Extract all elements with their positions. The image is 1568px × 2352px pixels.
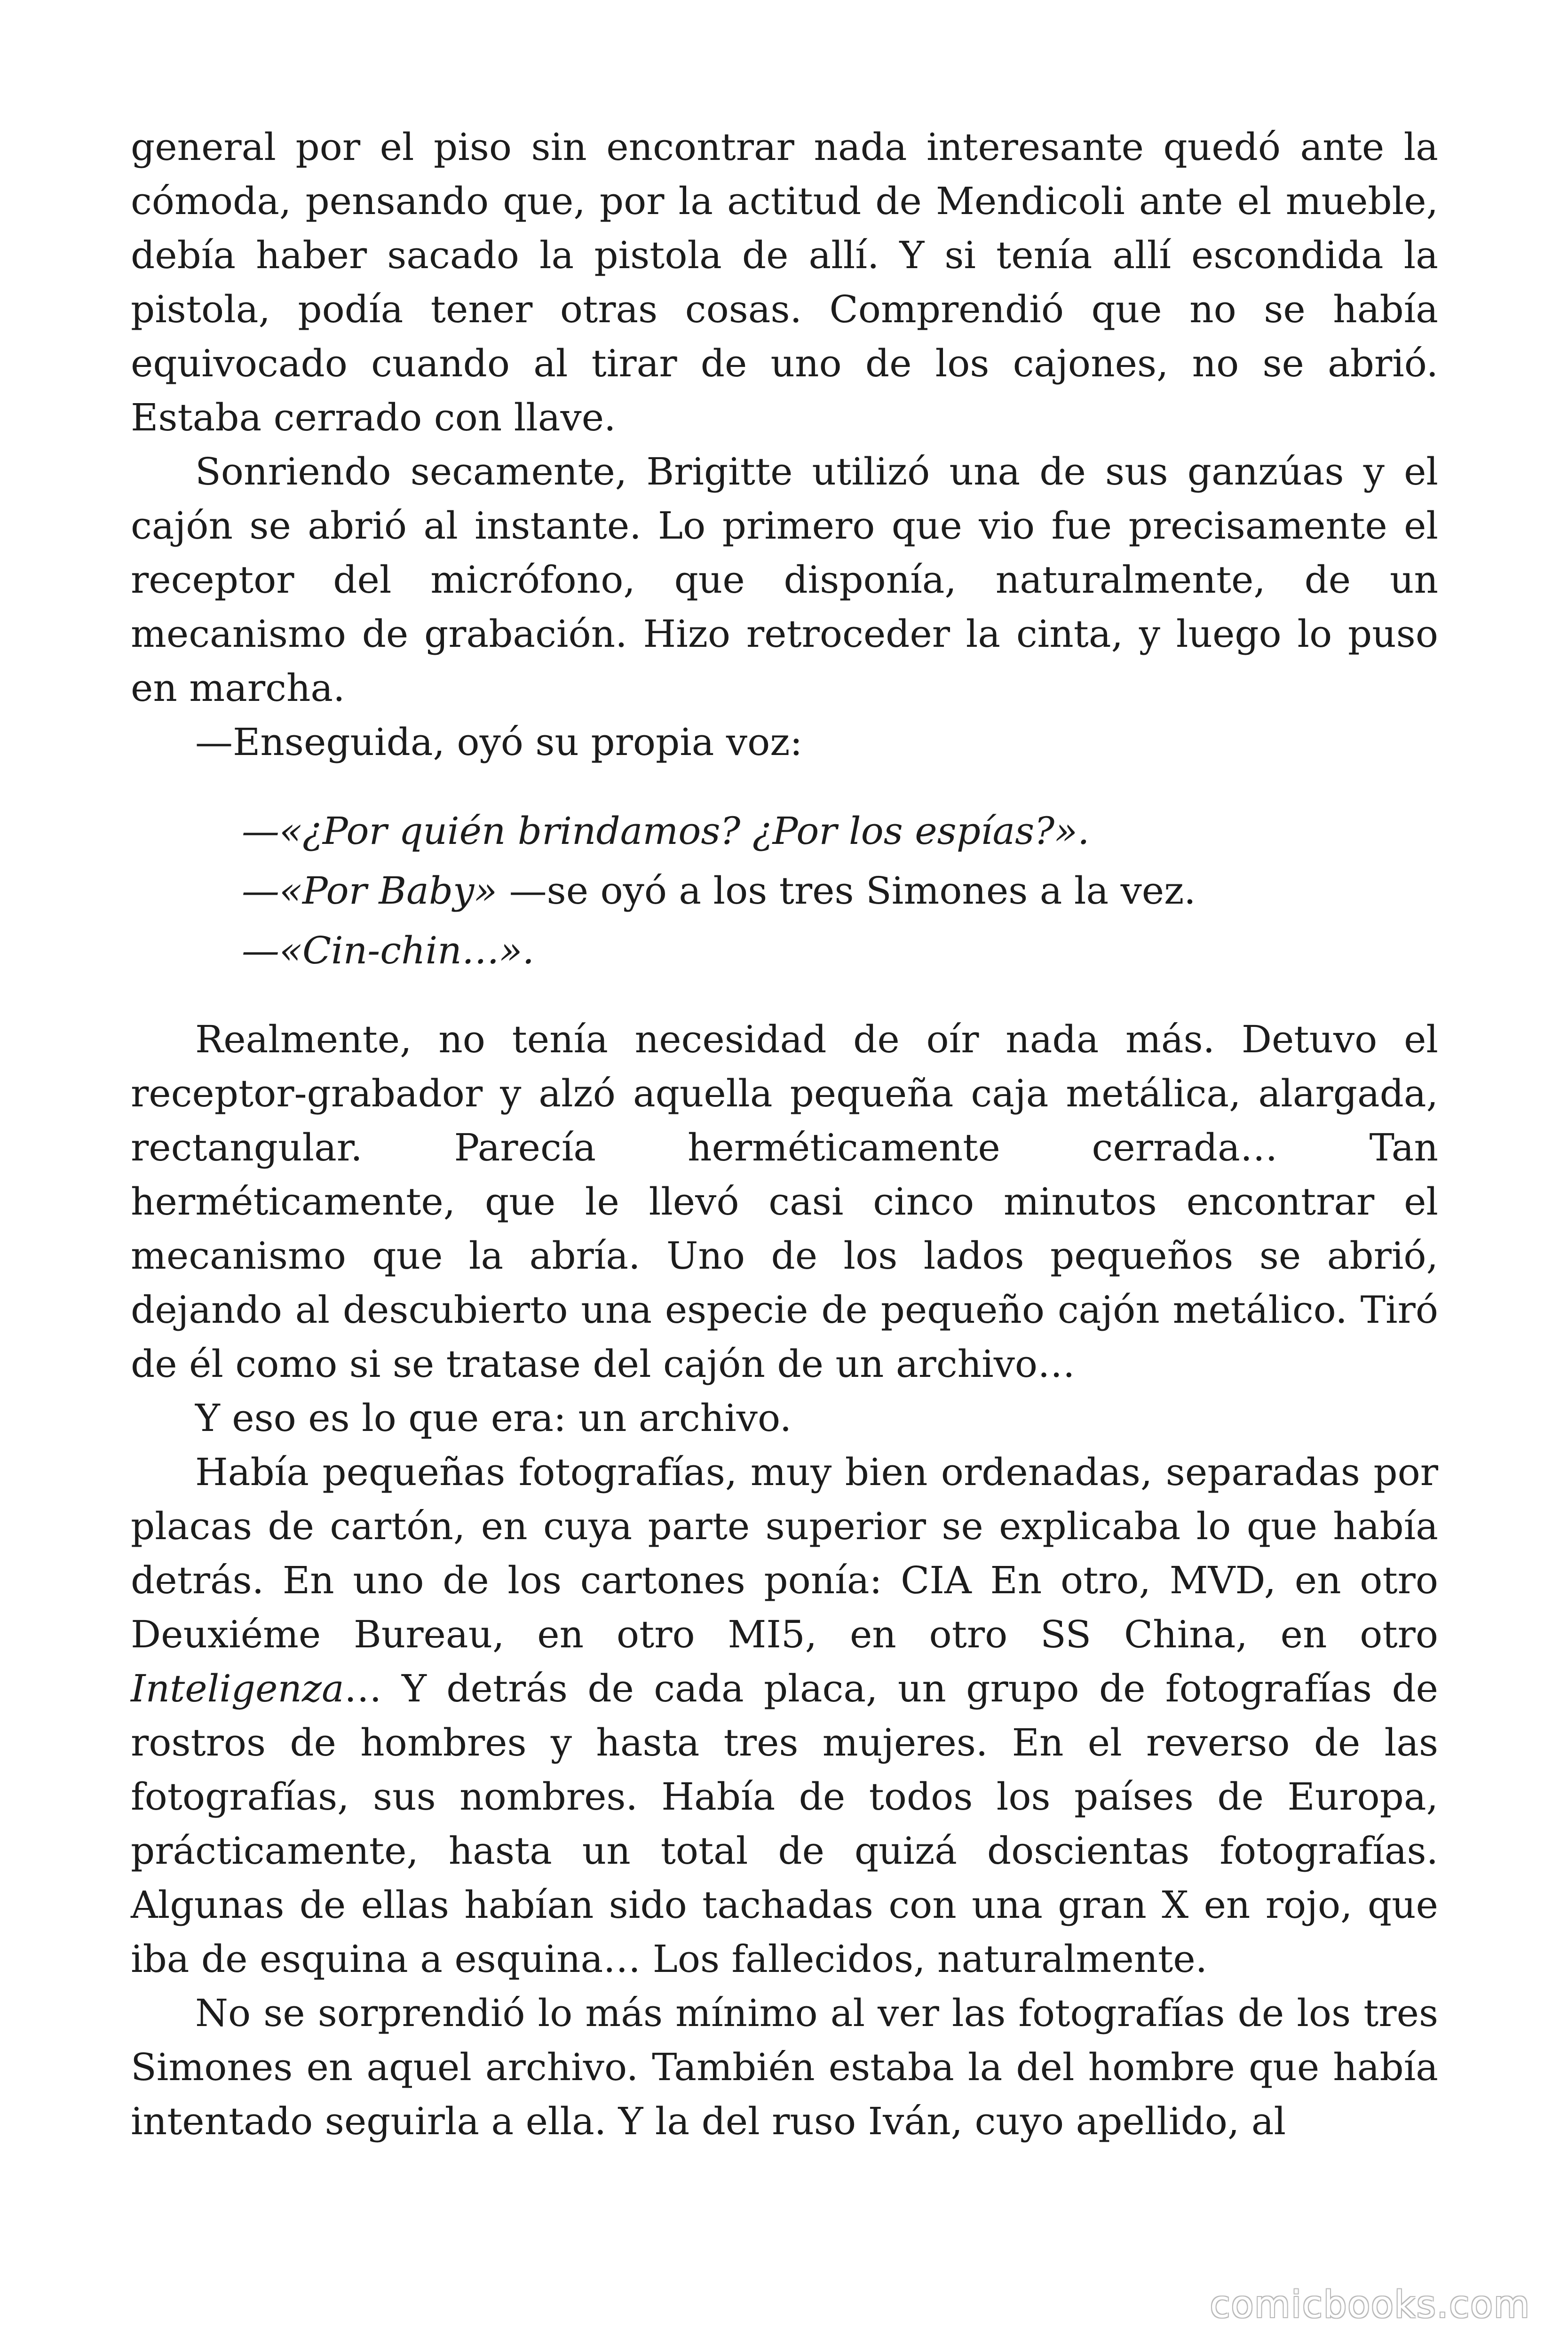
paragraph-7: No se sorprendió lo más mínimo al ver las fotografías de los tres Simones en aquel archivo. También estaba la del hombre que había intentado seguirla a ella. Y la del ruso Iván, cuyo apellido, al (131, 1991, 1438, 2143)
dialogue-line-1: —«¿Por quién brindamos? ¿Por los espías?». (242, 809, 1090, 853)
paragraph-6-part-b: … Y detrás de cada placa, un grupo de fotografías de rostros de hombres y hasta tres mujeres. En el reverso de las fotografías, sus nombres. Había de todos los países de Europa, prácticamente, hasta un total de quizá doscientas fotografías. Algunas de ellas habían sido tachadas con una gran X en rojo, que iba de esquina a esquina… Los fallecidos, naturalmente. (131, 1667, 1438, 1981)
dialogue-line-2 (242, 864, 1438, 918)
paragraph-2: Sonriendo secamente, Brigitte utilizó una de sus ganzúas y el cajón se abrió al instante. Lo primero que vio fue precisamente el receptor del micrófono, que disponía, naturalmente, de un mecanismo de grabación. Hizo retroceder la cinta, y luego lo puso en marcha. (131, 450, 1438, 710)
watermark: comicbooks.com (1210, 2284, 1530, 2326)
paragraph-6 (131, 1445, 1438, 1986)
paragraph-6-part-a: Había pequeñas fotografías, muy bien ordenadas, separadas por placas de cartón, en cuya parte superior se explicaba lo que había detrás. En uno de los cartones ponía: CIA En otro, MVD, en otro Deuxiéme Bureau, en otro MI5, en otro SS China, en otro (131, 1450, 1438, 1656)
paragraph-6-italic: Inteligenza (131, 1667, 344, 1710)
paragraph-1: general por el piso sin encontrar nada interesante quedó ante la cómoda, pensando que, por la actitud de Mendicoli ante el mueble, debía haber sacado la pistola de allí. Y si tenía allí escondida la pistola, podía tener otras cosas. Comprendió que no se había equivocado cuando al tirar de uno de los cajones, no se abrió. Estaba cerrado con llave. (131, 125, 1438, 439)
dialogue-block (131, 804, 1438, 977)
dialogue-line-2-quote: —«Por Baby» (242, 869, 498, 913)
paragraph-3: —Enseguida, oyó su propia voz: (195, 720, 803, 764)
dialogue-line-2-rest: —se oyó a los tres Simones a la vez. (497, 869, 1196, 913)
paragraph-4: Realmente, no tenía necesidad de oír nada más. Detuvo el receptor-grabador y alzó aquella pequeña caja metálica, alargada, rectangular. Parecía herméticamente cerrada… Tan herméticamente, que le llevó casi cinco minutos encontrar el mecanismo que la abría. Uno de los lados pequeños se abrió, dejando al descubierto una especie de pequeño cajón metálico. Tiró de él como si se tratase del cajón de un archivo… (131, 1017, 1438, 1386)
paragraph-5: Y eso es lo que era: un archivo. (195, 1396, 792, 1440)
dialogue-line-3: —«Cin-chin…». (242, 929, 535, 972)
book-page (131, 120, 1438, 2148)
